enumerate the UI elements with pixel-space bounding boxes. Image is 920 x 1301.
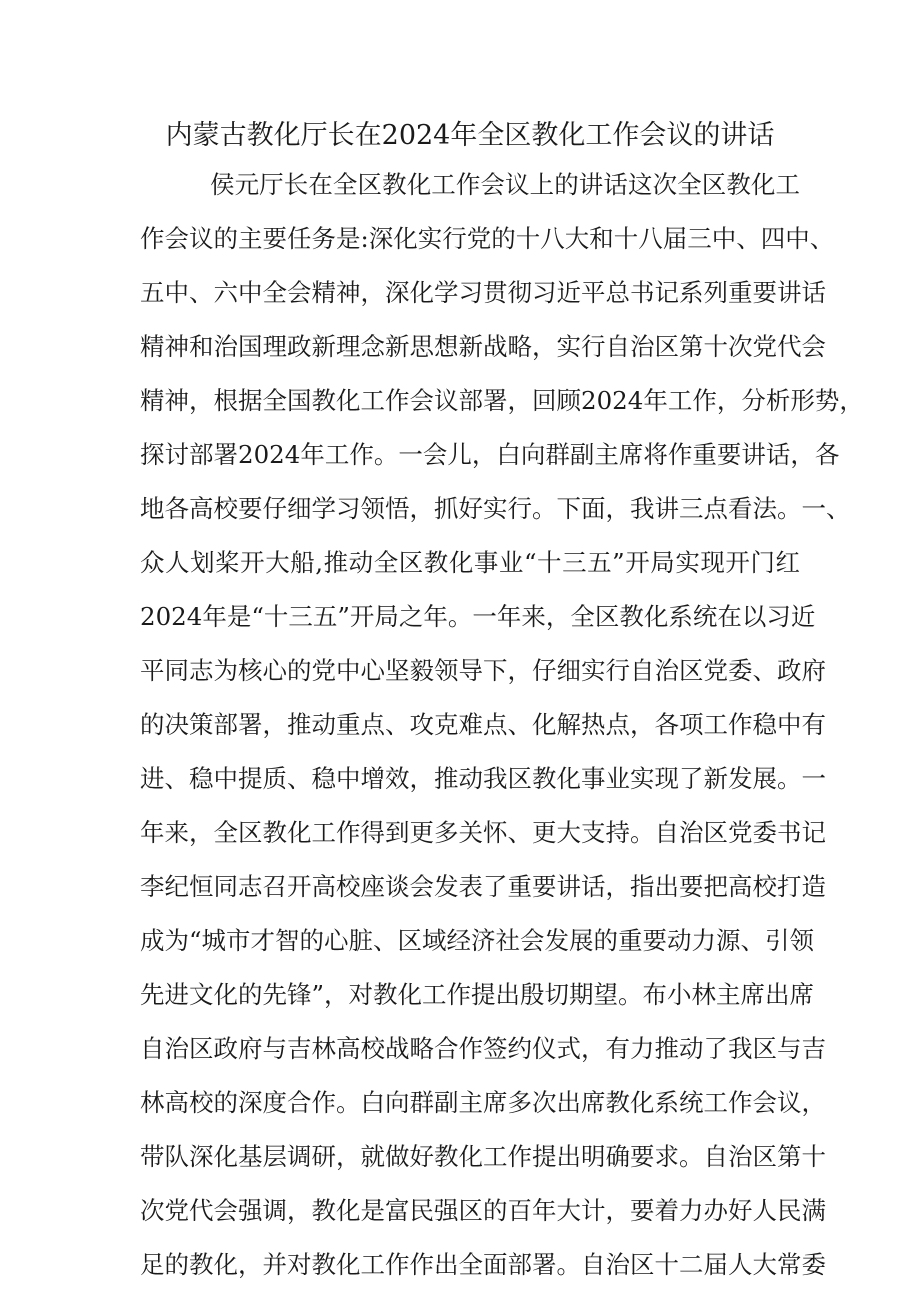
body-line: 成为“城市才智的心脏、区域经济社会发展的重要动力源、引领 bbox=[140, 926, 815, 955]
document-body bbox=[140, 158, 864, 1292]
body-line: 作会议的主要任务是:深化实行党的十八大和十八届三中、四中、 bbox=[140, 224, 835, 253]
body-line: 林高校的深度合作。白向群副主席多次出席教化系统工作会议， bbox=[140, 1088, 826, 1117]
body-line: 侯元厅长在全区教化工作会议上的讲话这次全区教化工 bbox=[210, 170, 800, 199]
body-line: 探讨部署2024年工作。一会儿，白向群副主席将作重要讲话，各 bbox=[140, 440, 840, 469]
body-line: 2024年是“十三五”开局之年。一年来，全区教化系统在以习近 bbox=[140, 602, 816, 631]
body-line: 五中、六中全会精神，深化学习贯彻习近平总书记系列重要讲话 bbox=[140, 278, 826, 307]
body-line: 平同志为核心的党中心坚毅领导下，仔细实行自治区党委、政府 bbox=[140, 656, 826, 685]
body-line: 的决策部署，推动重点、攻克难点、化解热点，各项工作稳中有 bbox=[140, 710, 826, 739]
body-line: 地各高校要仔细学习领悟，抓好实行。下面，我讲三点看法。一、 bbox=[140, 494, 851, 523]
body-line: 李纪恒同志召开高校座谈会发表了重要讲话，指出要把高校打造 bbox=[140, 872, 826, 901]
body-line: 进、稳中提质、稳中增效，推动我区教化事业实现了新发展。一 bbox=[140, 764, 826, 793]
document-title: 内蒙古教化厅长在2024年全区教化工作会议的讲话 bbox=[165, 120, 775, 151]
body-line: 自治区政府与吉林高校战略合作签约仪式，有力推动了我区与吉 bbox=[140, 1034, 826, 1063]
body-line: 足的教化，并对教化工作作出全面部署。自治区十二届人大常委 bbox=[140, 1250, 826, 1279]
body-line: 次党代会强调，教化是富民强区的百年大计，要着力办好人民满 bbox=[140, 1196, 826, 1225]
body-line: 带队深化基层调研，就做好教化工作提出明确要求。自治区第十 bbox=[140, 1142, 826, 1171]
body-line: 精神和治国理政新理念新思想新战略，实行自治区第十次党代会 bbox=[140, 332, 826, 361]
body-line: 年来，全区教化工作得到更多关怀、更大支持。自治区党委书记 bbox=[140, 818, 826, 847]
body-line: 精神，根据全国教化工作会议部署，回顾2024年工作，分析形势， bbox=[140, 386, 864, 415]
body-line: 众人划桨开大船,推动全区教化事业“十三五”开局实现开门红 bbox=[140, 548, 800, 577]
body-line: 先进文化的先锋”，对教化工作提出殷切期望。布小林主席出席 bbox=[140, 980, 815, 1009]
